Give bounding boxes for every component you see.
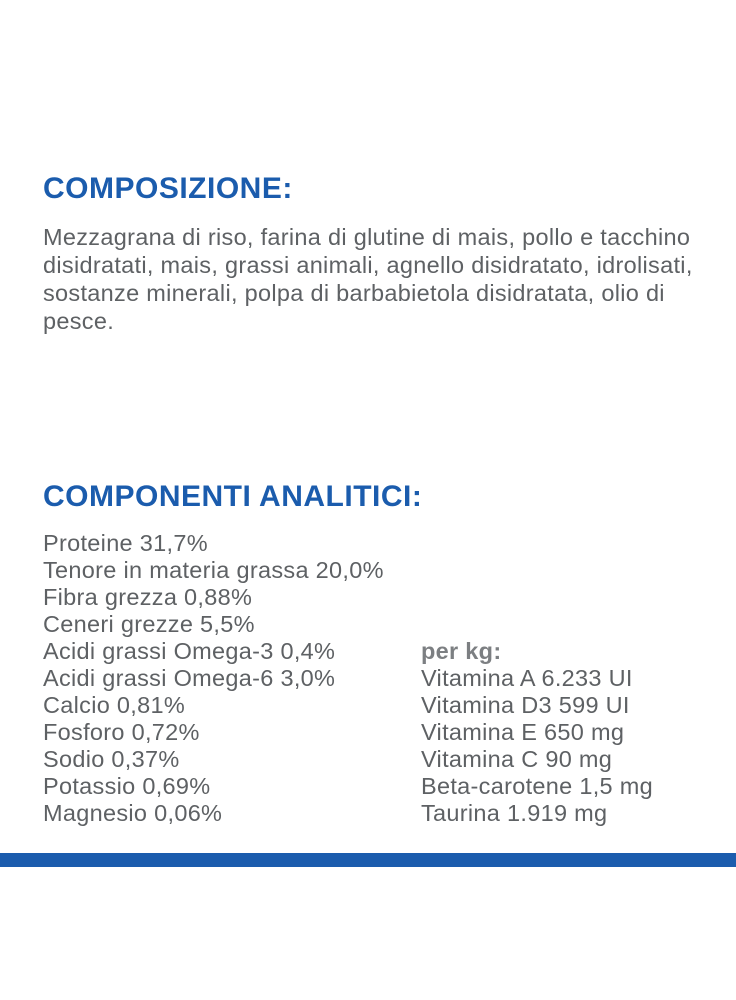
vitamin-item: Vitamina C 90 mg (421, 746, 613, 772)
vitamin-item: Beta-carotene 1,5 mg (421, 773, 653, 799)
analytical-item: Tenore in materia grassa 20,0% (43, 557, 384, 583)
analytical-item: Sodio 0,37% (43, 746, 180, 772)
analytical-item: Ceneri grezze 5,5% (43, 611, 255, 637)
analytical-item: Acidi grassi Omega-6 3,0% (43, 665, 336, 691)
analytical-components-heading: COMPONENTI ANALITICI: (43, 480, 423, 513)
vitamin-item: Vitamina E 650 mg (421, 719, 625, 745)
vitamin-item: Vitamina A 6.233 UI (421, 665, 633, 691)
vitamin-item: Taurina 1.919 mg (421, 800, 608, 826)
analytical-item: Acidi grassi Omega-3 0,4% (43, 638, 336, 664)
analytical-components-list (43, 530, 384, 827)
composition-text: Mezzagrana di riso, farina di glutine di mais, pollo e tacchino disidratati, mais, grassi animali, agnello disidratato, idrolisati, sostanze minerali, polpa di barbabietola disidratata, olio di pesce. (43, 224, 693, 334)
analytical-item: Fosforo 0,72% (43, 719, 200, 745)
analytical-item: Potassio 0,69% (43, 773, 211, 799)
vitamins-list (421, 638, 653, 827)
analytical-item: Fibra grezza 0,88% (43, 584, 253, 610)
vitamin-item: Vitamina D3 599 UI (421, 692, 630, 718)
per-kg-label: per kg: (421, 638, 502, 664)
footer-color-band (0, 853, 736, 867)
analytical-item: Proteine 31,7% (43, 530, 208, 556)
analytical-item: Magnesio 0,06% (43, 800, 223, 826)
composition-heading: COMPOSIZIONE: (43, 172, 293, 205)
analytical-item: Calcio 0,81% (43, 692, 186, 718)
